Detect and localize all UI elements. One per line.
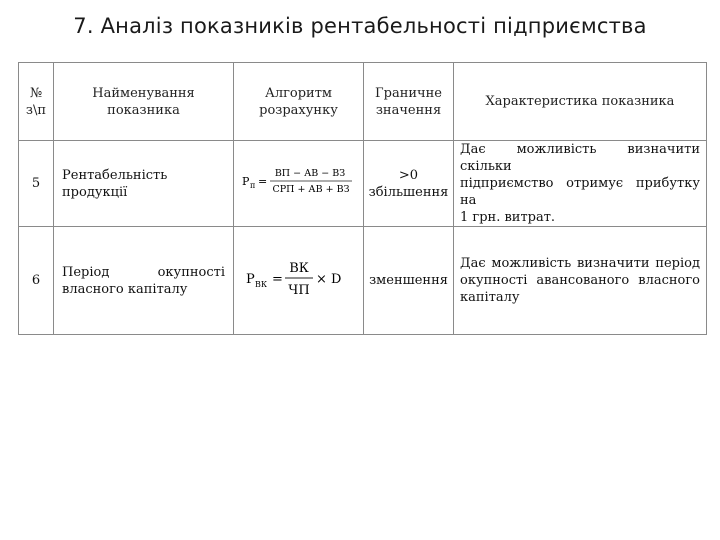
page-title: 7. Аналіз показників рентабельності підприємства bbox=[73, 14, 647, 38]
formula-denominator: СРП + АВ + ВЗ bbox=[271, 184, 350, 195]
header-boundary-line2: значення bbox=[375, 102, 442, 118]
indicator-characteristic bbox=[454, 141, 707, 227]
header-algorithm bbox=[234, 63, 364, 141]
row-number: 5 bbox=[19, 141, 54, 227]
header-num bbox=[19, 63, 54, 141]
indicator-name-line2: власного капіталу bbox=[62, 281, 188, 297]
table-header-row bbox=[19, 63, 707, 141]
formula-lhs: Р bbox=[241, 175, 249, 188]
header-algorithm-line1: Алгоритм bbox=[264, 85, 333, 101]
header-num-line2: з\п bbox=[25, 102, 47, 118]
characteristic-line1: Дає можливість визначити скільки bbox=[460, 142, 700, 174]
indicator-name-line1: Період окупності bbox=[62, 264, 225, 280]
formula-lhs: Р bbox=[245, 272, 255, 287]
formula-denominator: ЧП bbox=[287, 283, 310, 298]
formula-multiplier: × D bbox=[315, 272, 341, 287]
header-boundary bbox=[364, 63, 454, 141]
table-row bbox=[19, 227, 707, 335]
formula-lhs-subscript: ВК bbox=[254, 280, 267, 289]
characteristic-line1: Дає можливість визначити період bbox=[460, 256, 700, 271]
header-name-line1: Найменування bbox=[92, 85, 195, 101]
formula-equals: = bbox=[271, 272, 283, 287]
header-name bbox=[54, 63, 234, 141]
row-number: 6 bbox=[19, 227, 54, 335]
formula-numerator: ВП − АВ − ВЗ bbox=[274, 168, 345, 179]
formula-cell bbox=[234, 227, 364, 335]
header-name-line2: показника bbox=[107, 102, 180, 118]
boundary-line1: >0 bbox=[398, 167, 419, 183]
table-row bbox=[19, 141, 707, 227]
boundary-line2: збільшення bbox=[368, 184, 449, 200]
characteristic-line2: підприємство отримує прибутку на bbox=[460, 176, 700, 208]
indicator-name-line2: продукції bbox=[62, 184, 128, 200]
boundary-line1: зменшення bbox=[369, 273, 448, 288]
characteristic-line2: окупності авансованого власного bbox=[460, 273, 700, 288]
header-boundary-line1: Граничне bbox=[375, 85, 442, 101]
payback-formula bbox=[236, 251, 362, 305]
formula-numerator: ВК bbox=[288, 261, 309, 276]
formula-lhs-subscript: п bbox=[249, 181, 255, 190]
indicators-table bbox=[18, 62, 707, 335]
header-num-line1: № bbox=[29, 85, 43, 101]
header-characteristic: Характеристика показника bbox=[454, 63, 707, 141]
header-algorithm-line2: розрахунку bbox=[259, 102, 338, 118]
formula-cell bbox=[234, 141, 364, 227]
indicator-name bbox=[54, 227, 234, 335]
characteristic-line3: 1 грн. витрат. bbox=[460, 210, 556, 225]
characteristic-line3: капіталу bbox=[460, 290, 520, 305]
formula-equals: = bbox=[257, 175, 267, 188]
boundary-value bbox=[364, 141, 454, 227]
profitability-formula bbox=[236, 161, 362, 201]
indicator-name bbox=[54, 141, 234, 227]
indicator-name-line1: Рентабельність bbox=[62, 167, 168, 183]
indicator-characteristic bbox=[454, 227, 707, 335]
boundary-value bbox=[364, 227, 454, 335]
